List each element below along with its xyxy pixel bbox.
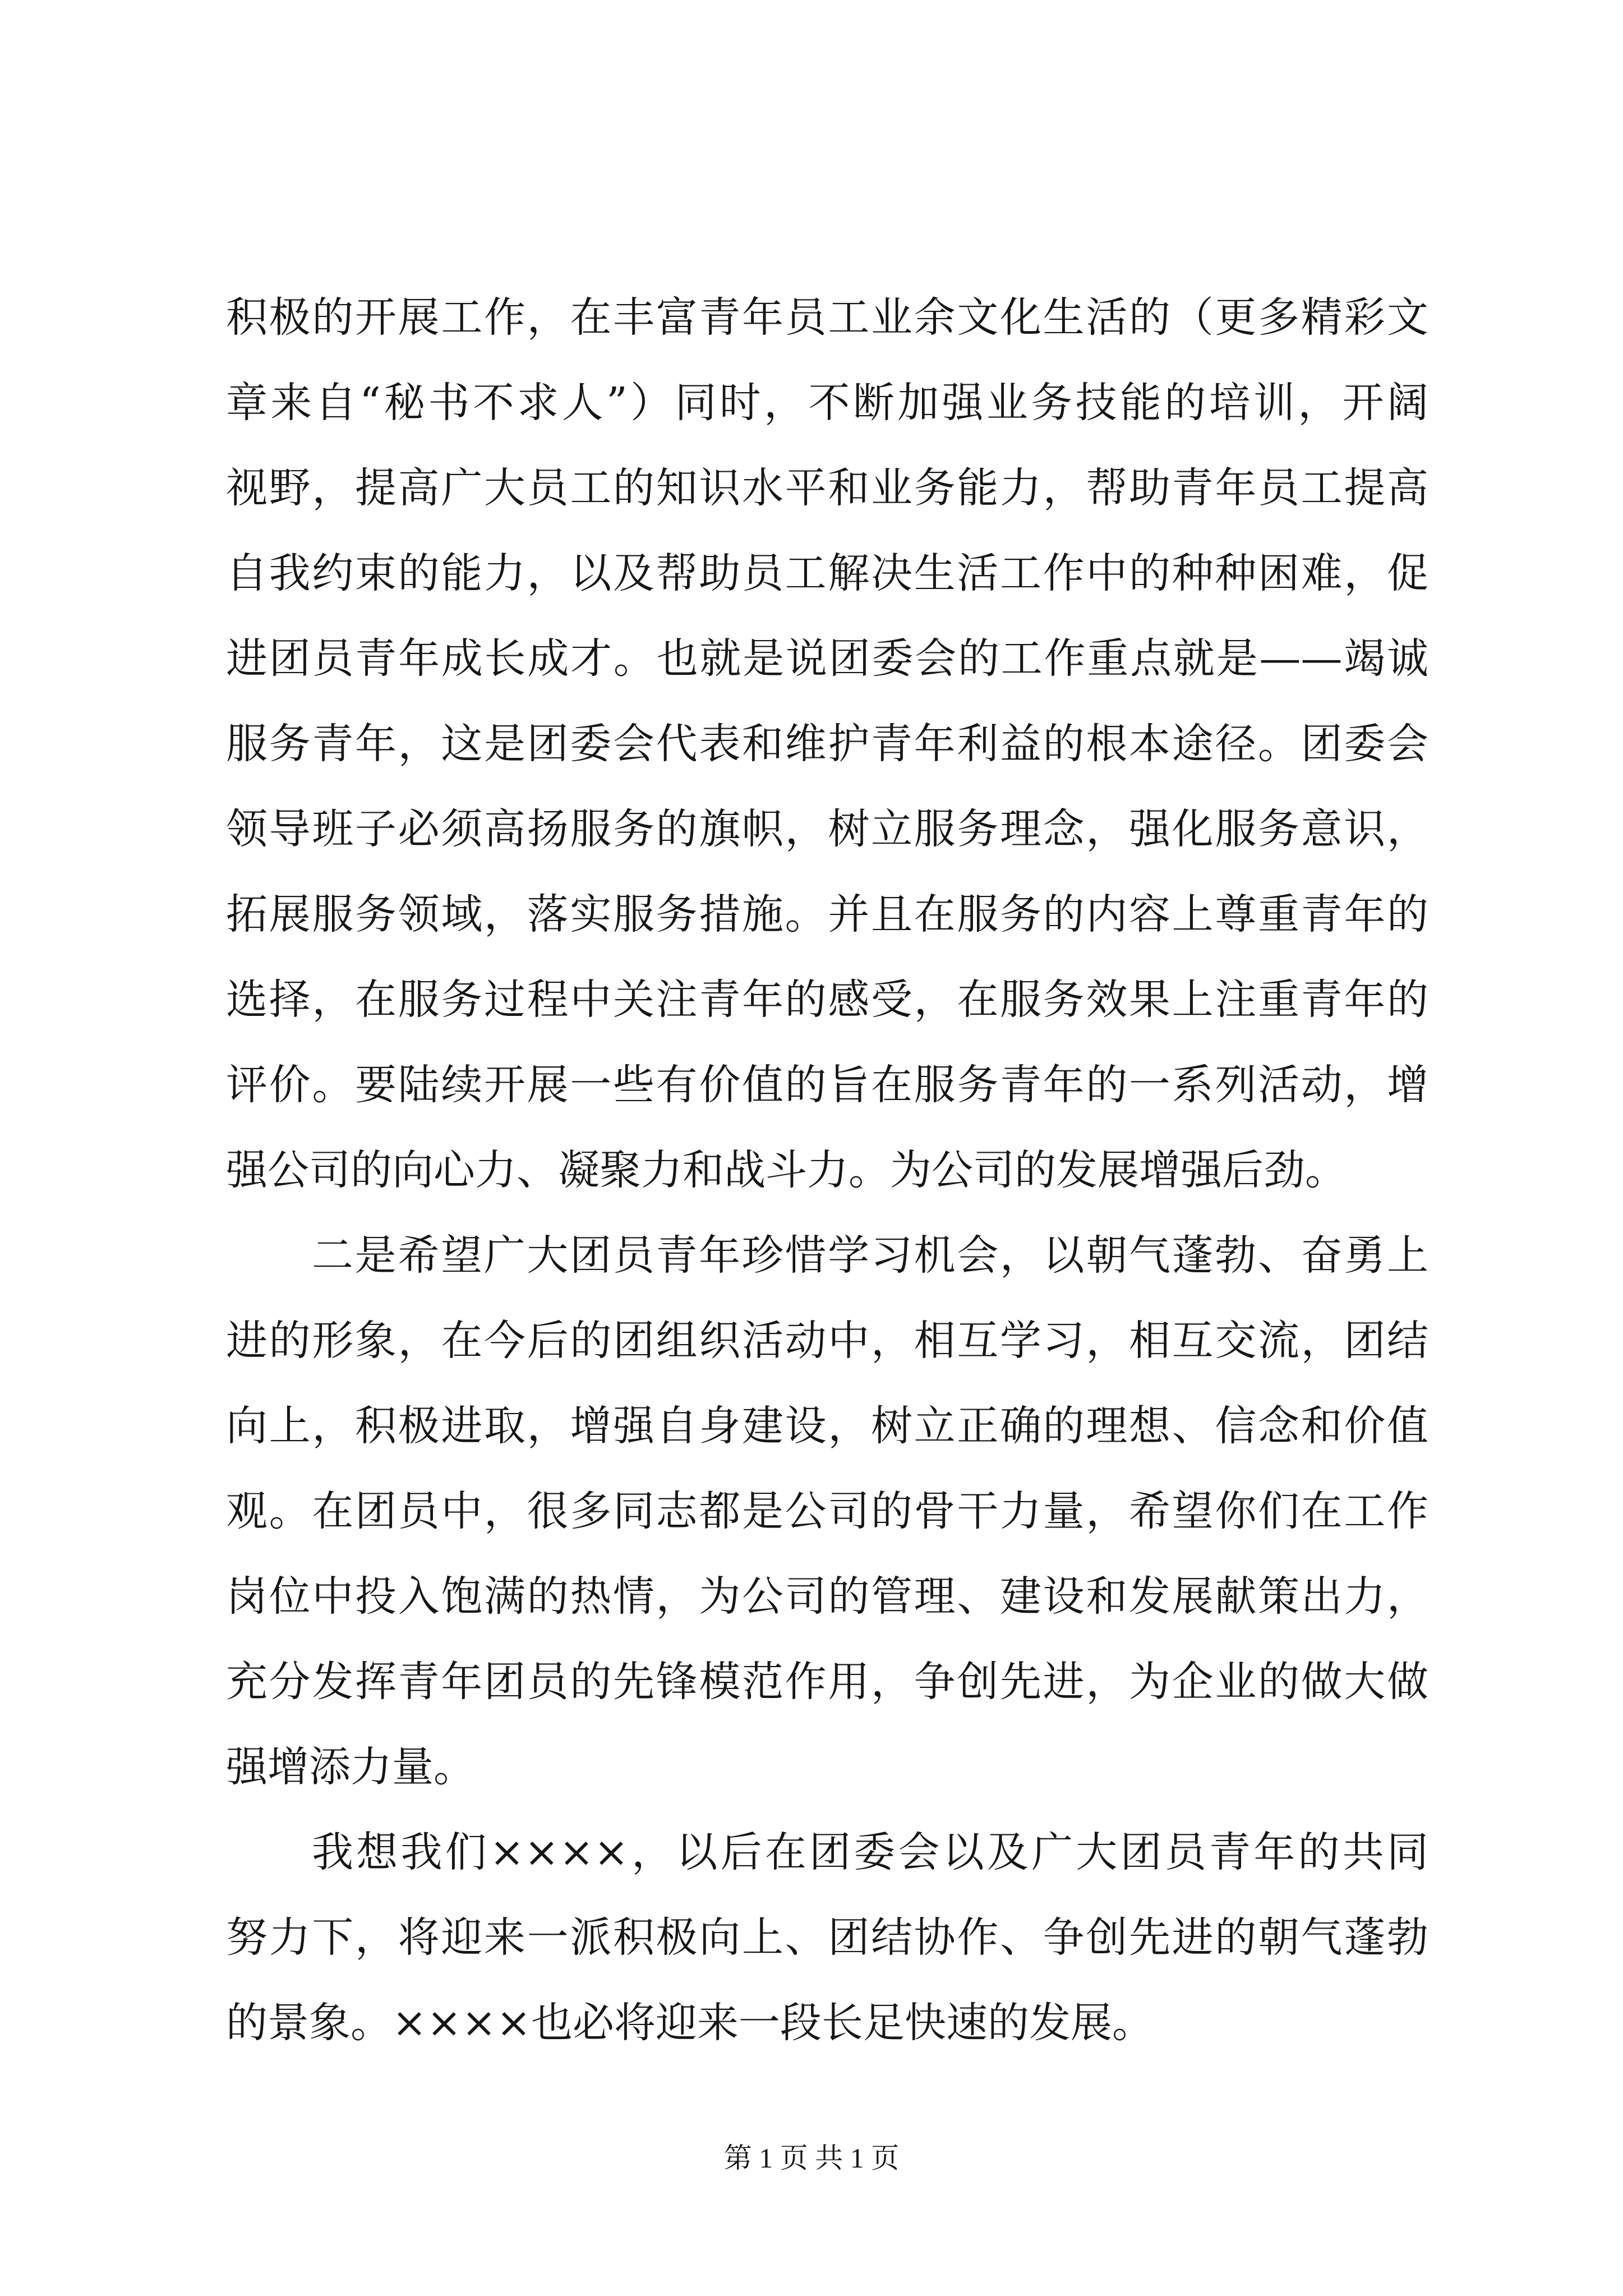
text-line: 强增添力量。 xyxy=(226,1743,475,1791)
text-line: 视野，提高广大员工的知识水平和业务能力，帮助青年员工提高 xyxy=(226,464,1428,512)
document-body xyxy=(226,275,1428,2065)
text-line: 进团员青年成长成才。也就是说团委会的工作重点就是——竭诚 xyxy=(226,634,1428,683)
paragraph-second xyxy=(226,1213,1428,1810)
page-number-label: 第 1 页 共 1 页 xyxy=(723,2142,900,2174)
paragraph-third xyxy=(226,1810,1428,2065)
text-line: 选择，在服务过程中关注青年的感受，在服务效果上注重青年的 xyxy=(226,976,1428,1024)
text-line: 进的形象，在今后的团组织活动中，相互学习，相互交流，团结 xyxy=(226,1317,1428,1365)
text-line: 岗位中投入饱满的热情，为公司的管理、建设和发展献策出力， xyxy=(226,1572,1428,1621)
text-line: 评价。要陆续开展一些有价值的旨在服务青年的一系列活动，增 xyxy=(226,1061,1428,1109)
text-line: 的景象。××××也必将迎来一段长足快速的发展。 xyxy=(226,1999,1154,2047)
text-line: 自我约束的能力，以及帮助员工解决生活工作中的种种困难，促 xyxy=(226,549,1428,597)
text-line: 努力下，将迎来一派积极向上、团结协作、争创先进的朝气蓬勃 xyxy=(226,1913,1428,1962)
text-line: 服务青年，这是团委会代表和维护青年利益的根本途径。团委会 xyxy=(226,720,1428,768)
text-line: 领导班子必须高扬服务的旗帜，树立服务理念，强化服务意识， xyxy=(226,805,1428,853)
text-line: 强公司的向心力、凝聚力和战斗力。为公司的发展增强后劲。 xyxy=(226,1146,1347,1194)
text-line: 充分发挥青年团员的先锋模范作用，争创先进，为企业的做大做 xyxy=(226,1658,1428,1706)
page-footer xyxy=(0,2140,1623,2176)
text-line: 章来自“秘书不求人”）同时，不断加强业务技能的培训，开阔 xyxy=(226,379,1428,427)
text-line: 拓展服务领域，落实服务措施。并且在服务的内容上尊重青年的 xyxy=(226,890,1428,938)
paragraph-continued xyxy=(226,275,1428,1213)
text-line: 向上，积极进取，增强自身建设，树立正确的理想、信念和价值 xyxy=(226,1402,1428,1450)
text-line-first: 二是希望广大团员青年珍惜学习机会，以朝气蓬勃、奋勇上 xyxy=(312,1231,1428,1280)
text-line: 积极的开展工作，在丰富青年员工业余文化生活的（更多精彩文 xyxy=(226,293,1428,342)
text-line-first: 我想我们××××，以后在团委会以及广大团员青年的共同 xyxy=(312,1828,1428,1876)
text-line: 观。在团员中，很多同志都是公司的骨干力量，希望你们在工作 xyxy=(226,1487,1428,1535)
